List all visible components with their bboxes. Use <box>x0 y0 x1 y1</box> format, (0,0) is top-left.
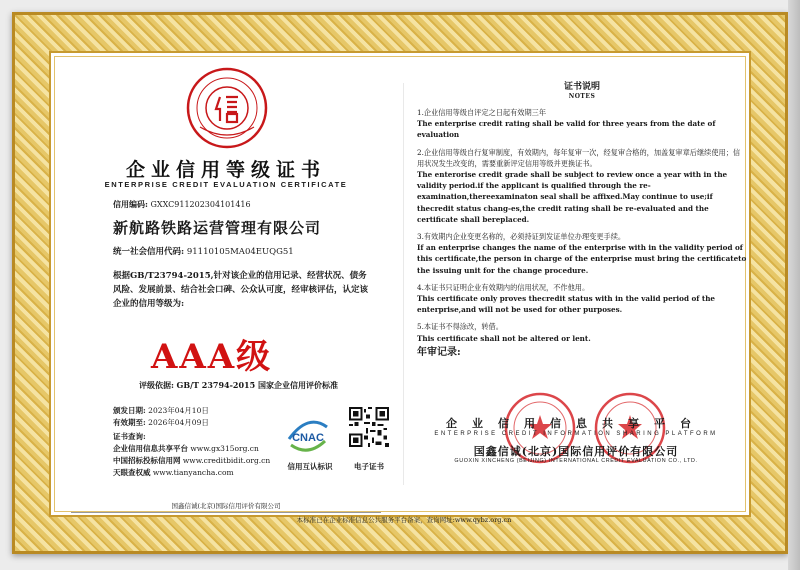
company-name: 新航路铁路运营管理有限公司 <box>113 219 322 237</box>
note-en: The enterprise credit rating shall be valid for three years from the date of evaluation <box>417 119 716 140</box>
credit-seal-icon <box>186 67 268 149</box>
issue-date-label: 颁发日期: <box>113 406 146 415</box>
valid-date-label: 有效期至: <box>113 418 146 427</box>
note-en: The enterorise credit grade shall be subject to review once a year with in the validity period.if the applicant is qualified through the re-examination,thereexaminaton seal shall be affixed.May continue to use;if thecredit status chang-es,the credit rating shall be re-evaluated and the certificate shall bereplaced. <box>417 170 728 224</box>
note-item <box>417 321 747 343</box>
note-en: This certificate shall not be altered or lent. <box>417 333 591 343</box>
certificate-number-label: 信用编码: <box>113 199 148 209</box>
certificate-number-value: GXXC911202304101416 <box>150 200 251 209</box>
note-item <box>417 282 747 316</box>
note-cn: 2.企业信用等级自行复审制度，有效期内，每年复审一次，经复审合格的，加盖复审章后继续使用；信用状况发生改变的，需要重新评定信用等级并更换证书。 <box>417 147 741 168</box>
credit-grade: AAA级 <box>151 337 273 377</box>
valid-date-row <box>113 417 209 429</box>
query-item <box>113 467 270 479</box>
note-cn: 3.有效期内企业变更名称的，必须持证到发证单位办理变更手续。 <box>417 232 626 242</box>
note-en: This certificate only proves thecredit status with in the valid period of the enterprise,and will not be used for other purposes. <box>417 294 715 315</box>
grade-standard <box>139 380 338 391</box>
credit-code-label: 统一社会信用代码: <box>113 247 185 257</box>
issuing-org: 国鑫信诚(北京)国际信用评价有限公司 <box>473 445 679 458</box>
query-title: 证书查询: <box>113 432 146 441</box>
issuing-org-en: GUOXIN XINCHENG (BEIJING) INTERNATIONAL CREDIT EVALUATION CO., LTD. <box>454 458 698 464</box>
center-divider <box>403 83 404 485</box>
credit-code <box>113 245 294 257</box>
issuer-footer: 国鑫信诚(北京)国际信用评价有限公司 <box>171 502 281 510</box>
query-item-label: 天眼查权威 <box>113 468 151 477</box>
query-item-label: 中国招标投标信用网 <box>113 456 181 465</box>
footer-divider <box>71 512 381 513</box>
registry-footer: 本标准已在企业标准信息公共服务平台备案，查询网址:www.qybz.org.cn <box>296 516 512 524</box>
query-item-url[interactable]: www.creditbidit.org.cn <box>182 456 271 465</box>
grade-standard-value: GB/T 23794-2015 国家企业信用评价标准 <box>176 380 338 390</box>
certificate-title-en: ENTERPRISE CREDIT EVALUATION CERTIFICATE <box>104 180 348 189</box>
certificate-body <box>49 51 751 524</box>
certificate-right-panel <box>407 53 757 515</box>
backing-edge <box>788 0 800 570</box>
note-cn: 1.企业信用等级自评定之日起有效期三年 <box>417 108 547 117</box>
note-item <box>417 147 747 225</box>
cnac-label: 信用互认标识 <box>287 462 333 471</box>
note-item <box>417 107 747 141</box>
platform-name: 企业信用信息共享平台 <box>446 417 706 430</box>
annual-review-label: 年审记录: <box>417 347 461 358</box>
query-item <box>113 455 270 467</box>
note-cn: 5.本证书不得涂改，转借。 <box>417 322 503 332</box>
issue-date-row <box>113 405 209 417</box>
query-item-url[interactable]: www.gx315org.cn <box>190 444 259 453</box>
query-item-url[interactable]: www.tianyancha.com <box>152 468 234 477</box>
validity-dates <box>113 405 209 429</box>
note-item <box>417 231 747 276</box>
certificate-query <box>113 431 270 479</box>
query-item-label: 企业信用信息共享平台 <box>113 444 188 453</box>
valid-date-value: 2026年04月09日 <box>148 418 209 427</box>
notes-title: 证书说明 <box>563 82 600 92</box>
certificate-number <box>113 199 251 210</box>
platform-name-en: ENTERPRISE CREDIT INFORMATION SHARING PLATFORM <box>434 431 718 437</box>
query-item <box>113 443 270 455</box>
note-en: If an enterprise changes the name of the enterprise with in the validity period of this certificate,the person in charge of the enterprise must bring the certificateto the issuing unit for the change procedure. <box>417 243 747 275</box>
grade-standard-label: 评级依据: <box>139 380 174 390</box>
note-cn: 4.本证书只证明企业有效期内的信用状况，不作他用。 <box>417 282 590 292</box>
notes-title-en: NOTES <box>568 93 596 100</box>
certificate-frame <box>12 12 788 554</box>
notes-list <box>417 107 747 350</box>
credit-code-value: 91110105MA04EUQG51 <box>186 247 294 257</box>
evaluation-basis-text: 根据GB/T23794-2015,针对该企业的信用记录、经营状况、债务风险、发展前景、结合社会口碑、公众认可度，经审核评估，认定该企业的信用等级为: <box>113 271 369 309</box>
issue-date-value: 2023年04月10日 <box>148 406 209 415</box>
qr-label: 电子证书 <box>354 462 384 471</box>
qr-code-icon[interactable] <box>349 407 389 447</box>
certificate-title: 企业信用等级证书 <box>125 159 326 181</box>
cnac-text: CNAC <box>292 432 324 444</box>
certificate-left-panel <box>51 53 401 515</box>
cnac-mark-icon <box>283 411 333 457</box>
